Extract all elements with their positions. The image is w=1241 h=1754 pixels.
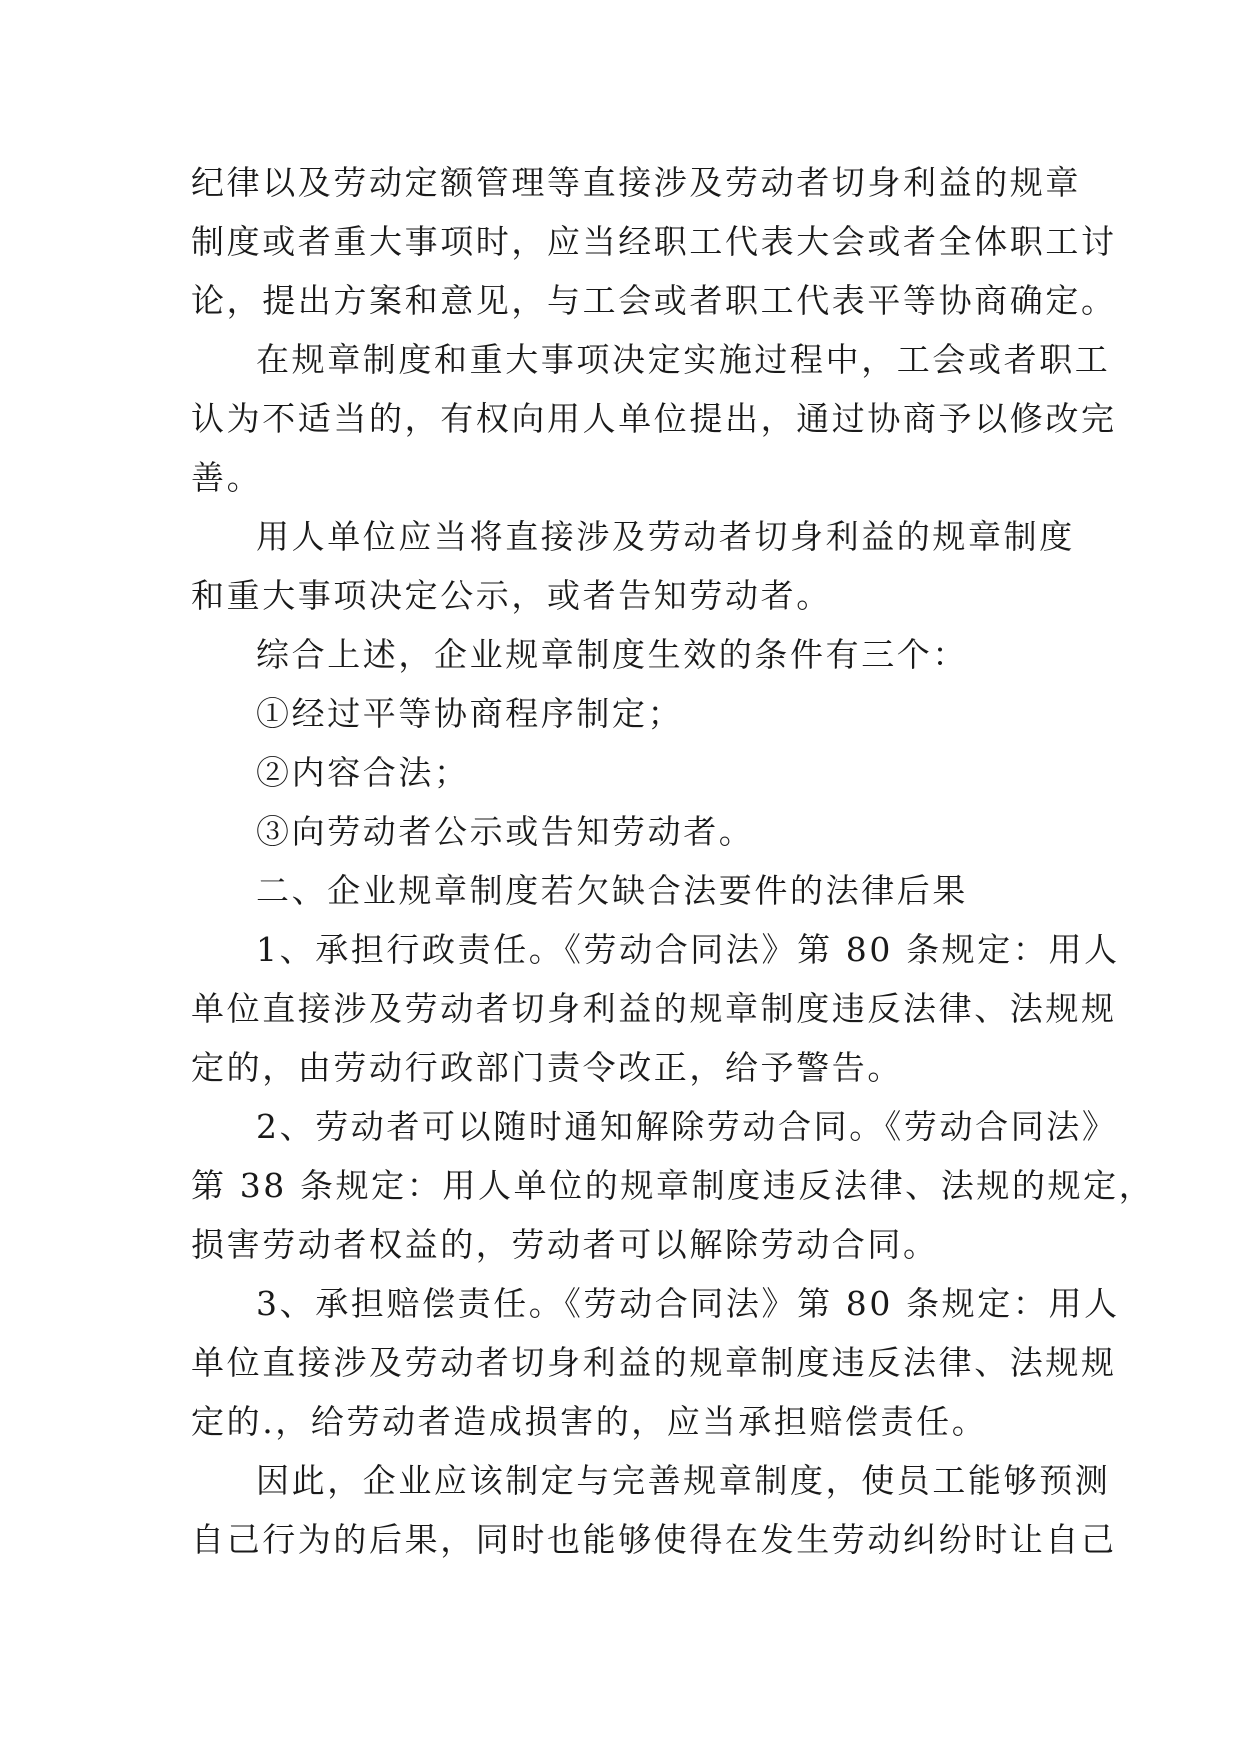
text-line-21: 单位直接涉及劳动者切身利益的规章制度违反法律、法规规 — [191, 1343, 1117, 1382]
text-line-4: 在规章制度和重大事项决定实施过程中，工会或者职工 — [256, 340, 1111, 379]
text-line-9: 综合上述，企业规章制度生效的条件有三个： — [256, 635, 968, 674]
text-line-1: 纪律以及劳动定额管理等直接涉及劳动者切身利益的规章 — [191, 163, 1081, 202]
text-line-12: ③向劳动者公示或告知劳动者。 — [256, 812, 755, 851]
text-line-15: 单位直接涉及劳动者切身利益的规章制度违反法律、法规规 — [191, 989, 1117, 1028]
text-line-18: 第 38 条规定：用人单位的规章制度违反法律、法规的规定， — [191, 1166, 1155, 1205]
text-line-11: ②内容合法； — [256, 753, 470, 792]
text-line-22: 定的.，给劳动者造成损害的，应当承担赔偿责任。 — [191, 1402, 988, 1441]
text-line-6: 善。 — [191, 458, 263, 497]
text-line-23: 因此，企业应该制定与完善规章制度，使员工能够预测 — [256, 1461, 1111, 1500]
text-line-2: 制度或者重大事项时，应当经职工代表大会或者全体职工讨 — [191, 222, 1117, 261]
text-line-7: 用人单位应当将直接涉及劳动者切身利益的规章制度 — [256, 517, 1075, 556]
text-line-20: 3、承担赔偿责任。《劳动合同法》第 80 条规定：用人 — [256, 1284, 1120, 1323]
section-heading: 二、企业规章制度若欠缺合法要件的法律后果 — [256, 871, 968, 910]
text-line-3: 论，提出方案和意见，与工会或者职工代表平等协商确定。 — [191, 281, 1117, 320]
text-line-14: 1、承担行政责任。《劳动合同法》第 80 条规定：用人 — [256, 930, 1120, 969]
text-line-8: 和重大事项决定公示，或者告知劳动者。 — [191, 576, 832, 615]
text-line-5: 认为不适当的，有权向用人单位提出，通过协商予以修改完 — [191, 399, 1117, 438]
text-line-24: 自己行为的后果，同时也能够使得在发生劳动纠纷时让自己 — [191, 1520, 1117, 1559]
text-line-10: ①经过平等协商程序制定； — [256, 694, 684, 733]
text-line-17: 2、劳动者可以随时通知解除劳动合同。《劳动合同法》 — [256, 1107, 1118, 1146]
text-line-19: 损害劳动者权益的，劳动者可以解除劳动合同。 — [191, 1225, 939, 1264]
text-line-16: 定的，由劳动行政部门责令改正，给予警告。 — [191, 1048, 903, 1087]
